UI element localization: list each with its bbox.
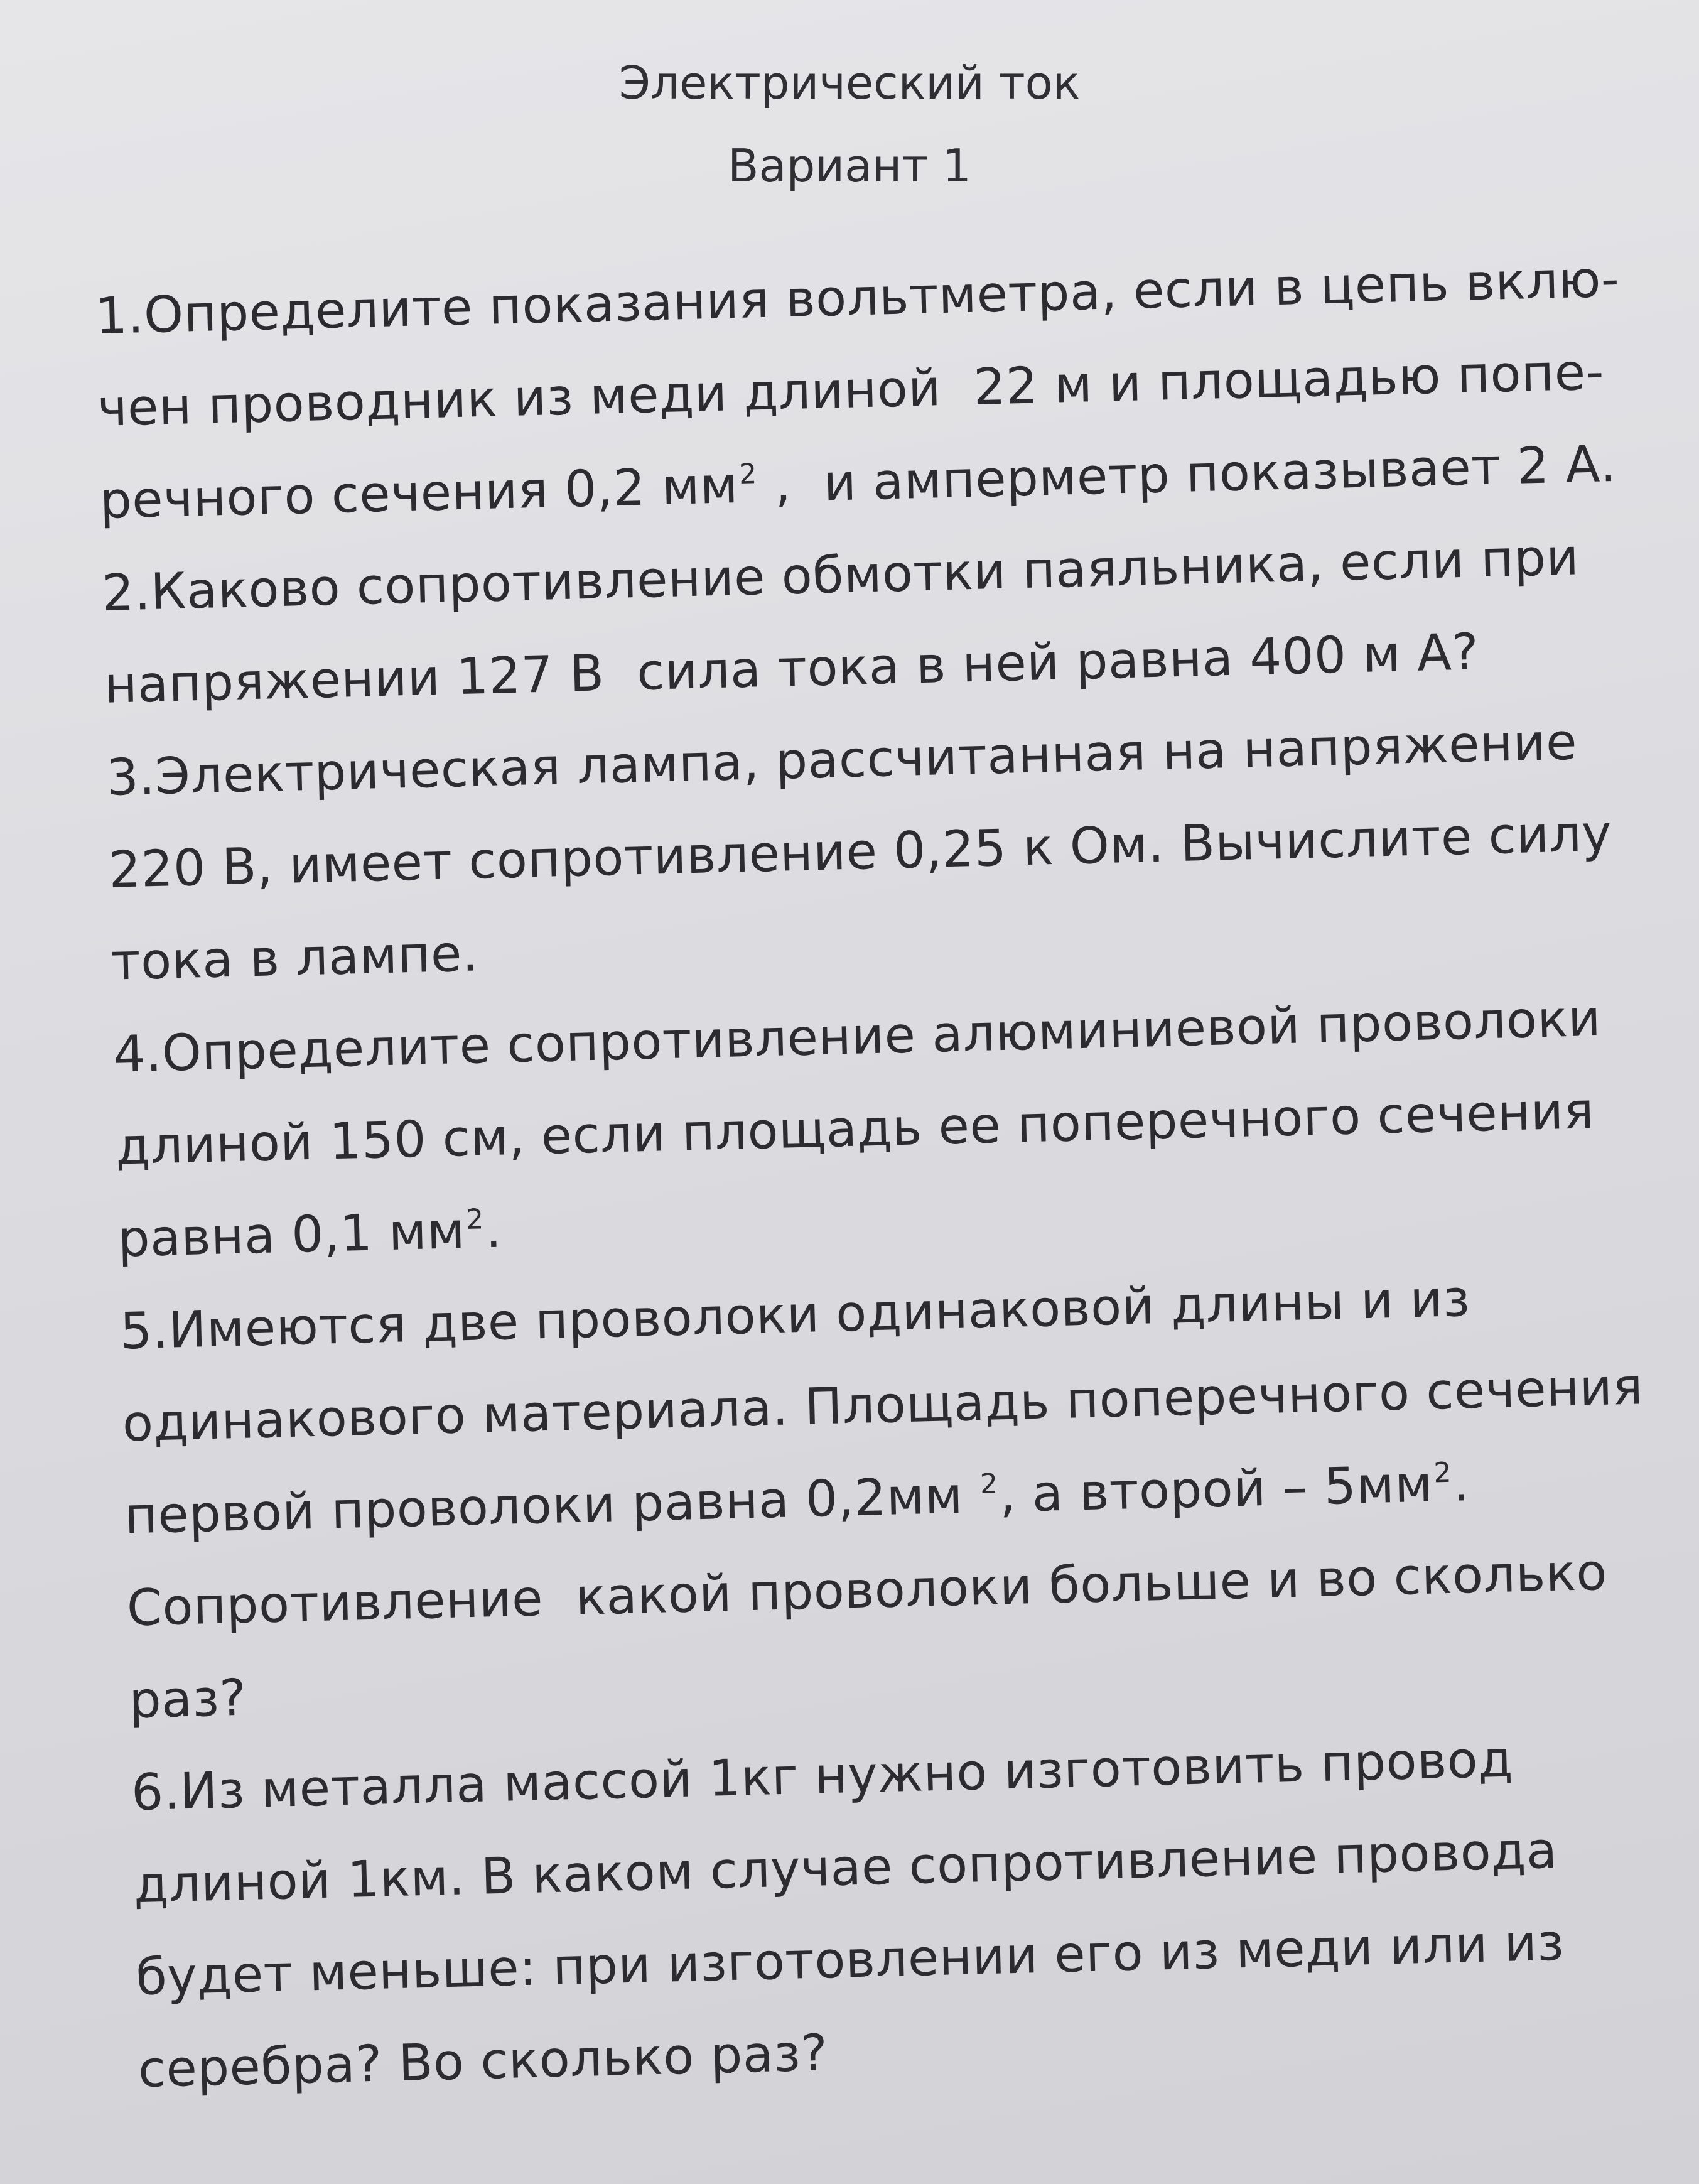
superscript: 2 — [979, 1468, 999, 1501]
problem-list — [94, 232, 1699, 2116]
text-line: первой проволоки равна 0,2мм $^2$, а второй – $5мм^2$. — [124, 1454, 1470, 1545]
text-line: Сопротивление какой проволоки больше и во сколько — [126, 1542, 1608, 1638]
superscript: 2 — [465, 1203, 485, 1236]
text-line: серебра? Во сколько раз? — [137, 2023, 829, 2099]
text-line: 5.Имеются две проволоки одинаковой длины и из — [119, 1268, 1471, 1361]
text-line: равна 0,1 $мм^2$. — [117, 1200, 503, 1268]
text-line: длиной 1км. В каком случае сопротивление провода — [132, 1820, 1558, 1915]
text-line: 220 В, имеет сопротивление 0,25 к Ом. Вычислите силу — [108, 804, 1613, 899]
superscript: 2 — [1433, 1456, 1452, 1489]
text-line: тока в лампе. — [110, 924, 479, 992]
text-line: напряжении 127 В сила тока в ней равна 400 м А? — [104, 622, 1480, 715]
text-line: 6.Из металла массой 1кг нужно изготовить провод — [131, 1729, 1514, 1822]
text-line: речного сечения 0,2 $мм^2$ , и амперметр показывает 2 А. — [99, 434, 1617, 530]
superscript: 2 — [738, 458, 758, 490]
text-line: чен проводник из меди длиной 22 м и площадью попе- — [97, 342, 1605, 438]
text-line: 3.Электрическая лампа, рассчитанная на напряжение — [105, 712, 1578, 807]
text-line: 4.Определите сопротивление алюминиевой проволоки — [112, 988, 1602, 1084]
variant-label: Вариант 1 — [728, 139, 971, 192]
text-line: 1.Определите показания вольтметра, если в цепь вклю- — [94, 249, 1621, 345]
text-line: будет меньше: при изготовлении его из меди или из — [135, 1913, 1565, 2007]
text-line: одинакового материала. Площадь поперечного сечения — [121, 1357, 1644, 1453]
text-line: 2.Каково сопротивление обмотки паяльника, если при — [101, 527, 1580, 622]
page-title: Электрический ток — [618, 57, 1081, 109]
text-line: раз? — [128, 1668, 247, 1730]
text-line: длиной 150 см, если площадь ее поперечного сечения — [114, 1081, 1595, 1176]
